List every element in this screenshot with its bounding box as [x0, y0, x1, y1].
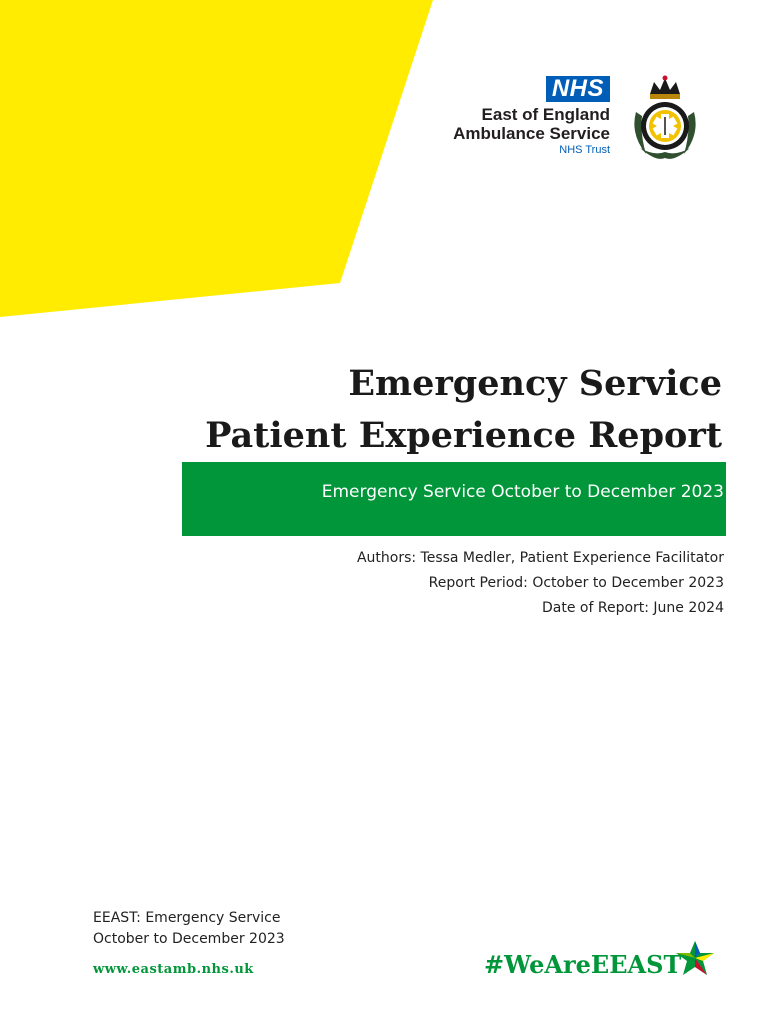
star-icon: [676, 941, 714, 975]
authors-line: Authors: Tessa Medler, Patient Experience Facilitator: [356, 550, 724, 566]
org-name-line1: East of England: [481, 105, 610, 124]
footer-info: [93, 908, 285, 950]
report-period-line: Report Period: October to December 2023: [428, 575, 724, 591]
website-link[interactable]: www.eastamb.nhs.uk: [93, 962, 254, 977]
report-title: [205, 358, 722, 462]
subtitle-band: [182, 462, 726, 536]
subtitle-text: Emergency Service October to December 2023: [321, 482, 724, 502]
report-meta: [357, 546, 724, 621]
hashtag-label: #WeAreEEAST: [484, 950, 682, 979]
report-title-line2: Patient Experience Report: [205, 415, 722, 456]
ambulance-crest-icon: [626, 72, 704, 164]
report-title-line1: Emergency Service: [348, 363, 722, 404]
org-name-line2: Ambulance Service: [453, 124, 610, 143]
org-trust-label: NHS Trust: [559, 144, 610, 156]
report-date-line: Date of Report: June 2024: [542, 600, 724, 616]
nhs-logo: NHS: [546, 76, 610, 102]
footer-line1: EEAST: Emergency Service: [93, 910, 281, 926]
yellow-corner-shape: [0, 0, 440, 320]
footer-line2: October to December 2023: [93, 931, 285, 947]
nhs-logo-block: [430, 76, 610, 157]
